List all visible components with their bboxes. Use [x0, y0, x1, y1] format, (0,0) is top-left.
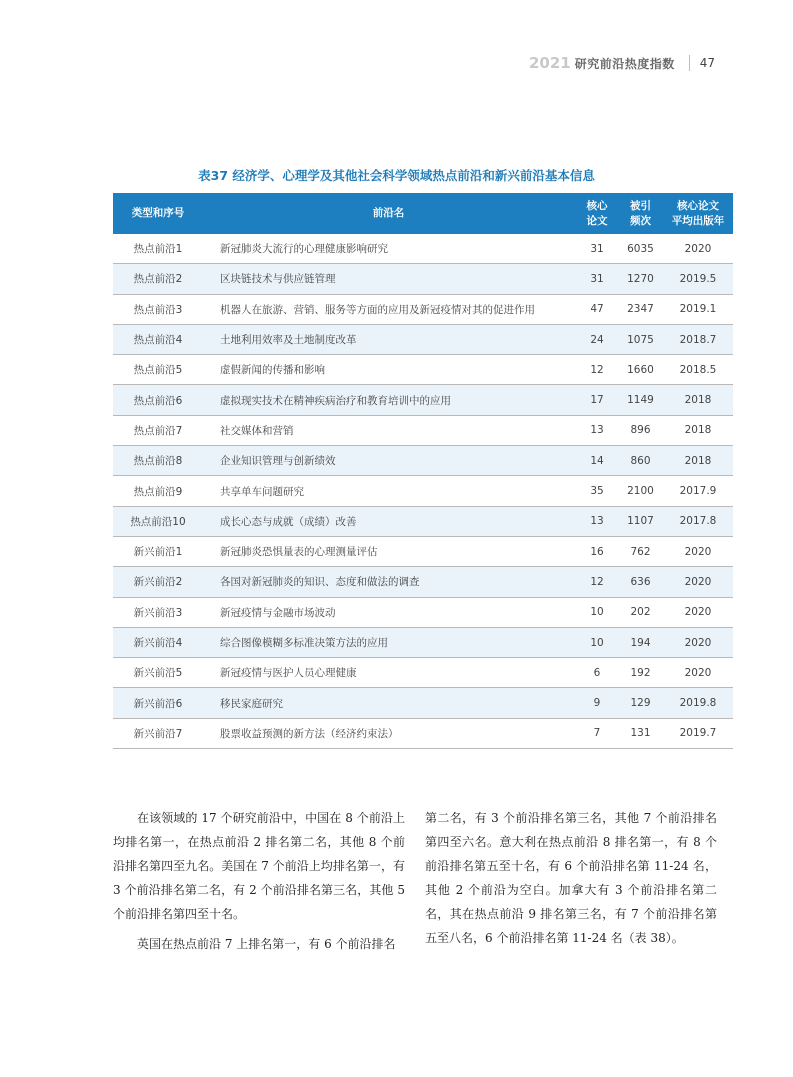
cell-name: 社交媒体和营销	[203, 415, 576, 445]
cell-core: 17	[576, 385, 618, 415]
cell-type: 热点前沿1	[113, 234, 203, 264]
cell-name: 移民家庭研究	[203, 688, 576, 718]
cell-core: 35	[576, 476, 618, 506]
table-header-row	[113, 193, 733, 234]
cell-year: 2020	[663, 658, 733, 688]
cell-cited: 636	[618, 567, 663, 597]
cell-core: 47	[576, 294, 618, 324]
cell-type: 热点前沿9	[113, 476, 203, 506]
cell-cited: 1660	[618, 355, 663, 385]
cell-cited: 1270	[618, 264, 663, 294]
cell-core: 7	[576, 718, 618, 748]
table-row	[113, 385, 733, 415]
cell-core: 24	[576, 324, 618, 354]
cell-cited: 6035	[618, 234, 663, 264]
cell-cited: 2100	[618, 476, 663, 506]
col-header-year: 核心论文 平均出版年	[671, 199, 725, 227]
cell-year: 2018	[663, 446, 733, 476]
table-row	[113, 294, 733, 324]
table-row	[113, 324, 733, 354]
cell-year: 2020	[663, 627, 733, 657]
paragraph: 第二名，有 3 个前沿排名第三名，其他 7 个前沿排名第四至六名。意大利在热点前沿 8 排名第一，有 8 个前沿排名第五至十名，有 6 个前沿排名第 11-24 名，其他 2 个前沿为空白。加拿大有 3 个前沿排名第二名，其在热点前沿 9 排名第三名，有 7 个前沿排名第五至八名，6 个前沿排名第 11-24 名（表 38）。	[425, 811, 717, 945]
cell-type: 热点前沿10	[113, 506, 203, 536]
cell-type: 新兴前沿7	[113, 718, 203, 748]
cell-core: 10	[576, 597, 618, 627]
cell-core: 14	[576, 446, 618, 476]
cell-cited: 762	[618, 536, 663, 566]
cell-name: 共享单车问题研究	[203, 476, 576, 506]
cell-core: 16	[576, 536, 618, 566]
cell-year: 2019.1	[663, 294, 733, 324]
cell-cited: 194	[618, 627, 663, 657]
cell-type: 新兴前沿6	[113, 688, 203, 718]
cell-name: 新冠疫情与医护人员心理健康	[203, 658, 576, 688]
cell-name: 企业知识管理与创新绩效	[203, 446, 576, 476]
cell-year: 2019.7	[663, 718, 733, 748]
cell-cited: 129	[618, 688, 663, 718]
table-row	[113, 264, 733, 294]
cell-type: 热点前沿6	[113, 385, 203, 415]
table-row	[113, 446, 733, 476]
cell-type: 热点前沿7	[113, 415, 203, 445]
cell-name: 虚拟现实技术在精神疾病治疗和教育培训中的应用	[203, 385, 576, 415]
cell-type: 热点前沿8	[113, 446, 203, 476]
cell-cited: 1107	[618, 506, 663, 536]
cell-type: 新兴前沿1	[113, 536, 203, 566]
col-header-type: 类型和序号	[131, 207, 185, 219]
col-header-cited: 被引 频次	[630, 199, 651, 227]
table-row	[113, 506, 733, 536]
cell-name: 虚假新闻的传播和影响	[203, 355, 576, 385]
cell-year: 2020	[663, 536, 733, 566]
cell-type: 热点前沿5	[113, 355, 203, 385]
cell-year: 2018.5	[663, 355, 733, 385]
cell-core: 12	[576, 355, 618, 385]
cell-year: 2019.5	[663, 264, 733, 294]
cell-cited: 896	[618, 415, 663, 445]
cell-type: 新兴前沿5	[113, 658, 203, 688]
cell-year: 2017.9	[663, 476, 733, 506]
cell-name: 土地利用效率及土地制度改革	[203, 324, 576, 354]
cell-year: 2020	[663, 234, 733, 264]
cell-type: 新兴前沿2	[113, 567, 203, 597]
cell-type: 新兴前沿3	[113, 597, 203, 627]
table-row	[113, 355, 733, 385]
cell-core: 31	[576, 234, 618, 264]
table-row	[113, 567, 733, 597]
col-header-core: 核心 论文	[586, 199, 608, 227]
cell-name: 机器人在旅游、营销、服务等方面的应用及新冠疫情对其的促进作用	[203, 294, 576, 324]
cell-year: 2018	[663, 385, 733, 415]
cell-name: 区块链技术与供应链管理	[203, 264, 576, 294]
cell-type: 新兴前沿4	[113, 627, 203, 657]
table-row	[113, 718, 733, 748]
page-number: 47	[699, 56, 715, 70]
text-column-right	[425, 806, 717, 956]
cell-core: 13	[576, 415, 618, 445]
table-row	[113, 627, 733, 657]
cell-core: 12	[576, 567, 618, 597]
cell-year: 2020	[663, 567, 733, 597]
header-subtitle: 研究前沿热度指数	[574, 56, 675, 71]
cell-core: 10	[576, 627, 618, 657]
cell-name: 股票收益预测的新方法（经济约束法）	[203, 718, 576, 748]
table-row	[113, 688, 733, 718]
cell-name: 新冠肺炎恐惧量表的心理测量评估	[203, 536, 576, 566]
cell-core: 9	[576, 688, 618, 718]
table-row	[113, 234, 733, 264]
cell-cited: 1075	[618, 324, 663, 354]
cell-cited: 192	[618, 658, 663, 688]
body-text	[113, 806, 717, 956]
cell-core: 13	[576, 506, 618, 536]
cell-year: 2019.8	[663, 688, 733, 718]
cell-year: 2018	[663, 415, 733, 445]
text-column-left	[113, 806, 405, 956]
running-header	[529, 54, 715, 72]
frontiers-table	[113, 193, 733, 749]
cell-cited: 2347	[618, 294, 663, 324]
table-row	[113, 415, 733, 445]
header-year: 2021	[528, 54, 571, 72]
table-row	[113, 536, 733, 566]
table-row	[113, 597, 733, 627]
cell-year: 2017.8	[663, 506, 733, 536]
cell-cited: 131	[618, 718, 663, 748]
cell-core: 6	[576, 658, 618, 688]
cell-cited: 860	[618, 446, 663, 476]
header-divider	[689, 55, 690, 71]
cell-name: 综合图像模糊多标准决策方法的应用	[203, 627, 576, 657]
col-header-name: 前沿名	[372, 207, 405, 219]
cell-name: 各国对新冠肺炎的知识、态度和做法的调查	[203, 567, 576, 597]
cell-type: 热点前沿3	[113, 294, 203, 324]
table-row	[113, 658, 733, 688]
table-title: 表37 经济学、心理学及其他社会科学领域热点前沿和新兴前沿基本信息	[198, 168, 595, 183]
cell-year: 2018.7	[663, 324, 733, 354]
cell-cited: 1149	[618, 385, 663, 415]
cell-year: 2020	[663, 597, 733, 627]
cell-core: 31	[576, 264, 618, 294]
cell-type: 热点前沿4	[113, 324, 203, 354]
table-row	[113, 476, 733, 506]
paragraph: 在该领域的 17 个研究前沿中，中国在 8 个前沿上均排名第一，在热点前沿 2 排名第二名，其他 8 个前沿排名第四至九名。美国在 7 个前沿上均排名第一，有 3 个前沿排名第二名，有 2 个前沿排名第三名，其他 5 个前沿排名第四至十名。	[113, 811, 405, 921]
cell-name: 成长心态与成就（成绩）改善	[203, 506, 576, 536]
paragraph: 英国在热点前沿 7 上排名第一，有 6 个前沿排名	[137, 937, 396, 951]
cell-cited: 202	[618, 597, 663, 627]
cell-type: 热点前沿2	[113, 264, 203, 294]
cell-name: 新冠肺炎大流行的心理健康影响研究	[203, 234, 576, 264]
cell-name: 新冠疫情与金融市场波动	[203, 597, 576, 627]
